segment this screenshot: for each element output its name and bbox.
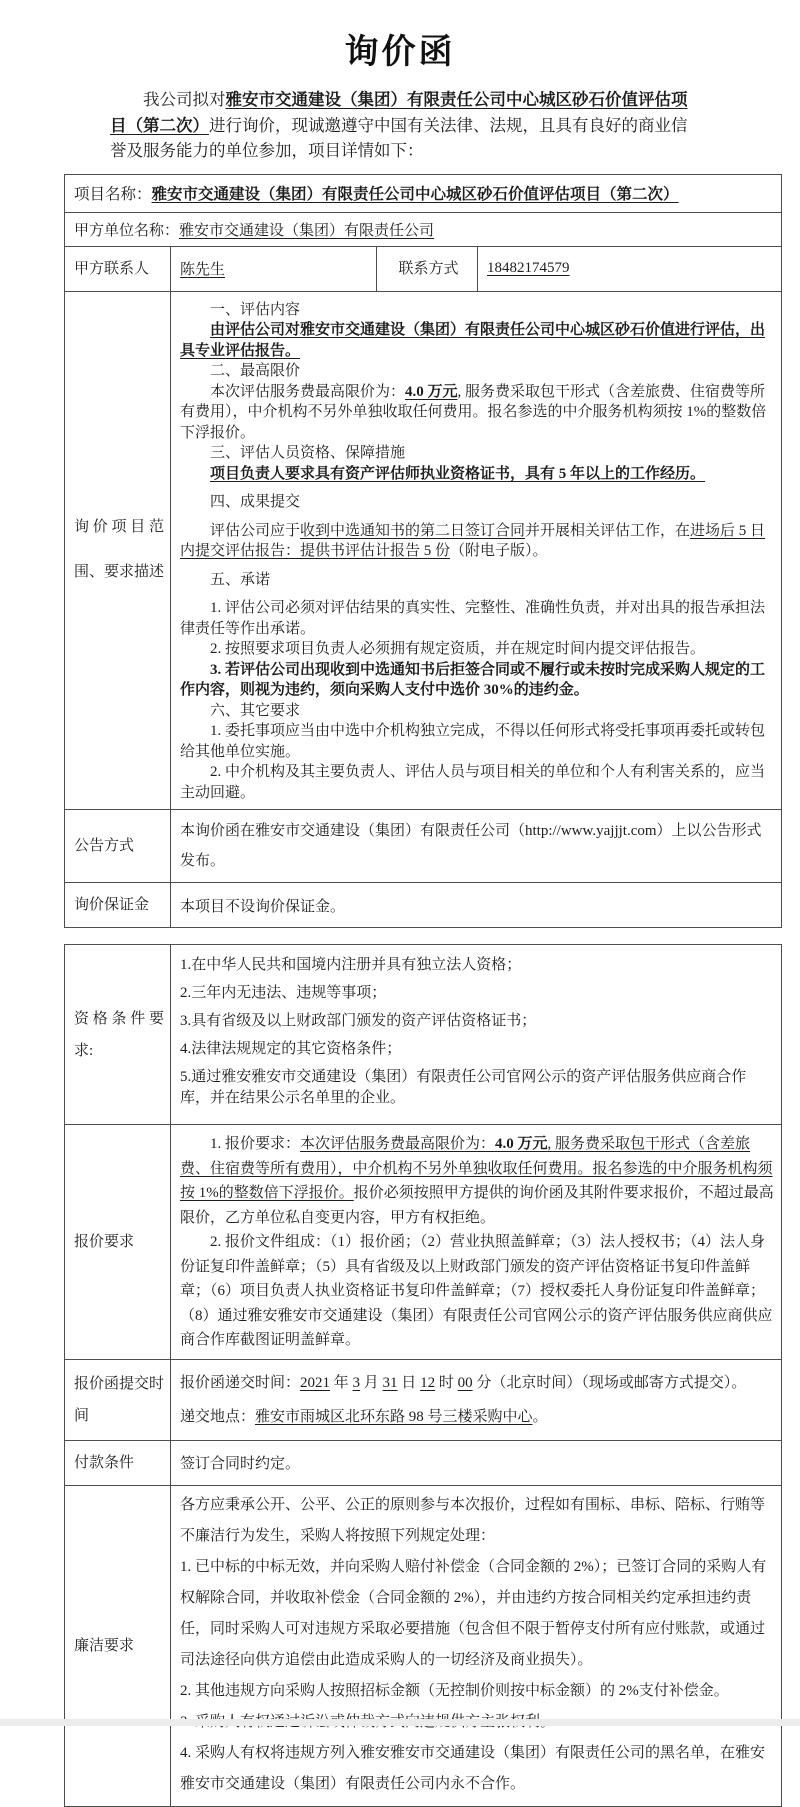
- intro-paragraph: [110, 87, 695, 164]
- contact-phone-value: [478, 247, 781, 291]
- text-run: 五、承诺: [210, 571, 271, 588]
- text-run: 甲方单位名称：: [74, 222, 180, 239]
- text-run: 。: [532, 1408, 548, 1425]
- paragraph: [180, 1490, 775, 1552]
- integrity-label: 廉洁要求: [65, 1486, 171, 1806]
- text-run: 陈先生: [180, 262, 226, 278]
- text-run: 1.在中华人民共和国境内注册并具有独立法人资格；: [180, 957, 522, 973]
- paragraph: [180, 320, 775, 361]
- integrity-content: [171, 1486, 781, 1806]
- paragraph: [180, 762, 775, 803]
- text-run: 进行询价，现诚邀遵守中国有关法律、法规，且具有良好的商业信誉及服务能力的单位参加，项目详情如下：: [110, 115, 688, 160]
- text-run: 本次评估服务费最高限价为：: [300, 1136, 496, 1152]
- paragraph: [180, 1230, 775, 1353]
- paragraph: [180, 721, 775, 762]
- deposit-label: 询价保证金: [65, 883, 171, 927]
- text-run: 我公司拟对: [143, 90, 226, 109]
- paragraph: [180, 660, 775, 701]
- text-run: 评估公司应于: [210, 522, 301, 539]
- paragraph: [180, 639, 775, 660]
- text-run: 报价函递交时间：: [180, 1374, 301, 1391]
- text-run: 由评估公司对雅安市交通建设（集团）有限责任公司中心城区砂石价值进行评估，出具专业评估报告。: [180, 322, 766, 359]
- table-row-announcement: [65, 810, 781, 883]
- text-run: 时: [435, 1374, 458, 1391]
- text-run: 12: [420, 1374, 436, 1391]
- submission-time-label-line2: 间: [74, 1407, 90, 1424]
- table-row-contact: [65, 247, 781, 292]
- paragraph: [180, 1738, 775, 1800]
- paragraph: [180, 521, 775, 562]
- text-run: 5.通过雅安雅安市交通建设（集团）有限责任公司官网公示的资产评估服务供应商合作: [180, 1069, 747, 1085]
- text-run: 分（北京时间）（现场或邮寄方式提交）。: [472, 1374, 747, 1391]
- scope-label-line2: 围、要求描述: [74, 564, 165, 581]
- paragraph: [180, 701, 775, 722]
- table-row-scope: [65, 292, 781, 811]
- table-row-integrity: [65, 1486, 781, 1806]
- paragraph: [180, 1366, 775, 1400]
- paragraph: [180, 382, 775, 444]
- scope-label-line1: 询 价 项 目 范: [74, 519, 165, 536]
- text-run: 2021: [300, 1374, 331, 1391]
- paragraph: [180, 464, 775, 485]
- text-run: 报价必须按照甲方提供的询价函及其附件要求报价，不超过最高限价，乙方单位私自变更内容，甲方有权拒绝。: [180, 1185, 774, 1226]
- text-run: 本次评估服务费最高限价为：: [210, 383, 406, 400]
- table-row-qualification: [65, 945, 781, 1125]
- text-run: 二、最高限价: [210, 363, 301, 379]
- text-run: （附电子版）。: [450, 543, 548, 559]
- text-run: 2. 中介机构及其主要负责人、评估人员与项目相关的单位和个人有利害关系的，应当主动回避。: [180, 764, 766, 801]
- text-run: 库，并在结果公示名单里的企业。: [180, 1090, 406, 1106]
- paragraph: [180, 1011, 775, 1032]
- table-row-project-name: [65, 175, 781, 213]
- announcement-content: [171, 810, 781, 882]
- page-bottom-edge: [0, 1719, 800, 1726]
- text-run: 三、评估人员资格、保障措施: [210, 445, 406, 461]
- text-run: 各方应秉承公开、公平、公正的原则参与本次报价，过程如有围标、串标、陪标、行贿等不廉洁行为发生，采购人将按照下列规定处理：: [180, 1496, 766, 1544]
- quote-requirements-label: 报价要求: [65, 1125, 171, 1359]
- text-run: 31: [382, 1374, 398, 1391]
- paragraph: [180, 1039, 775, 1060]
- text-run: , 服务费采取包干形式（含差旅费、住宿费等所有费用），中介机构不另外单独收取任何费用。报名参选的中介服务机构须按 1%的整数倍下浮报价。: [180, 383, 767, 441]
- text-run: 3.具有省级及以上财政部门颁发的资产评估资格证书；: [180, 1013, 537, 1029]
- paragraph: [180, 1067, 775, 1109]
- text-run: 项目负责人要求具有资产评估师执业资格证书，具有 5 年以上的工作经历。: [210, 465, 706, 482]
- project-name-cell: [65, 175, 781, 212]
- contact-method-label: 联系方式: [377, 247, 478, 291]
- qualification-label: [65, 945, 171, 1124]
- text-run: 并开展相关评估工作，在: [525, 522, 691, 539]
- paragraph: [180, 570, 775, 591]
- text-run: 四、成果提交: [210, 494, 301, 510]
- text-run: 00: [457, 1374, 473, 1391]
- submission-time-label: [65, 1360, 171, 1440]
- text-run: 2. 其他违规方向采购人按照招标金额（无控制价则按中标金额）的 2%支付补偿金。: [180, 1682, 729, 1699]
- text-run: 2. 报价文件组成：（1）报价函；（2）营业执照盖鲜章；（3）法人授权书；（4）法人身份证复印件盖鲜章；（5）具有省级及以上财政部门颁发的资产评估资格证书复印件盖鲜章；（6）项目负责人执业资格证书复印件盖鲜章；（7）授权委托人身份证复印件盖鲜章；（8）通过雅安雅安市交通建设（集团）有限责任公司官网公示的资产评估服务供应商供应商合作库截图证明盖鲜章。: [180, 1234, 773, 1348]
- contact-person-label: 甲方联系人: [65, 247, 171, 291]
- contact-person-value: [171, 247, 377, 291]
- deposit-content: 本项目不设询价保证金。: [180, 898, 346, 915]
- paragraph: [180, 443, 775, 464]
- project-info-table: [64, 174, 782, 929]
- text-run: 项目名称：: [74, 186, 152, 203]
- submission-time-content: [171, 1360, 781, 1440]
- text-run: 4.法律法规规定的其它资格条件；: [180, 1041, 402, 1057]
- text-run: 一、评估内容: [210, 301, 301, 318]
- table-gap: [0, 928, 800, 944]
- text-run: 1. 委托事项应当由中选中介机构独立完成，不得以任何形式将受托事项再委托或转包给其他单位实施。: [180, 723, 766, 760]
- text-run: 1. 报价要求：: [210, 1136, 301, 1152]
- text-run: 1. 评估公司必须对评估结果的真实性、完整性、准确性负责，并对出具的报告承担法律责任等作出承诺。: [180, 600, 766, 637]
- payment-terms-label: 付款条件: [65, 1441, 171, 1485]
- inquiry-letter-page: [0, 24, 800, 1807]
- text-run: 收到中选通知书的第二日签订合同: [300, 522, 526, 539]
- text-run: 递交地点：: [180, 1408, 256, 1425]
- text-run: 雅安市雨城区北环东路 98 号三楼采购中心: [255, 1408, 533, 1425]
- table-row-org-name: [65, 213, 781, 247]
- qualification-label-line1: 资 格 条 件 要: [74, 1010, 165, 1027]
- qualification-content: [171, 945, 781, 1124]
- text-run: 18482174579: [487, 260, 570, 276]
- table-row-deposit: [65, 883, 781, 927]
- text-run: 年: [330, 1374, 353, 1391]
- paragraph: [180, 300, 775, 321]
- text-run: 六、其它要求: [210, 702, 301, 719]
- table-row-submission-time: [65, 1360, 781, 1441]
- org-name-cell: [65, 213, 781, 246]
- paragraph: [180, 983, 775, 1004]
- text-run: 进场后 5 日内提交评估报告：提供书评估计报告 5 份: [180, 522, 766, 559]
- submission-time-label-line1: 报价函提交时: [74, 1375, 165, 1392]
- text-run: 本询价函在雅安市交通建设（集团）有限责任公司（http://www.yajjjt.com）上以公告形式发布。: [180, 823, 762, 869]
- text-run: 日: [397, 1374, 421, 1391]
- text-run: 雅安市交通建设（集团）有限责任公司: [179, 222, 435, 239]
- document-title: 询价函: [344, 34, 456, 71]
- paragraph: [180, 816, 775, 876]
- qualification-label-line2: 求:: [74, 1042, 94, 1059]
- text-run: 3. 若评估公司出现收到中选通知书后拒签合同或不履行或未按时完成采购人规定的工作内容，则视为违约，须向采购人支付中选价 30%的违约金。: [180, 661, 766, 698]
- table-row-quote-requirements: [65, 1125, 781, 1360]
- paragraph: [180, 492, 775, 513]
- text-run: , 服务费采取包干形式（含差旅费、住宿费等所有费用），中介机构不另外单独收取任何费用。报名参选的中介服务机构须按 1%的整数倍下浮报价。: [180, 1136, 773, 1201]
- text-run: 4. 采购人有权将违规方列入雅安雅安市交通建设（集团）有限责任公司的黑名单，在雅安雅安市交通建设（集团）有限责任公司内永不合作。: [180, 1744, 766, 1792]
- paragraph: [180, 955, 775, 976]
- text-run: 2. 按照要求项目负责人必须拥有规定资质，并在规定时间内提交评估报告。: [210, 641, 706, 657]
- scope-row-content: [171, 292, 781, 810]
- text-run: 月: [360, 1374, 383, 1391]
- requirements-table: [64, 944, 782, 1807]
- table-row-payment-terms: [65, 1441, 781, 1486]
- text-run: 4.0 万元: [405, 383, 458, 400]
- text-run: 雅安市交通建设（集团）有限责任公司中心城区砂石价值评估项目（第二次）: [151, 186, 679, 203]
- paragraph: [180, 598, 775, 639]
- paragraph: [180, 361, 775, 382]
- text-run: 3: [352, 1374, 361, 1391]
- payment-terms-content: 签订合同时约定。: [180, 1456, 301, 1472]
- paragraph: [180, 1400, 775, 1434]
- quote-requirements-content: [171, 1125, 781, 1359]
- paragraph: [180, 1552, 775, 1676]
- scope-row-label: [65, 292, 171, 810]
- text-run: 1. 已中标的中标无效，并向采购人赔付补偿金（合同金额的 2%）；已签订合同的采购人有权解除合同，并收取补偿金（合同金额的 2%），并由违约方按合同相关约定承担违约责任，同时采购人可对违规方采取必要措施（包含但不限于暂停支付所有应付账款，或通过司法途径向供方追偿由此造成采购人的一切经济及商业损失）。: [180, 1558, 767, 1668]
- text-run: 雅安市交通建设（集团）有限责任公司中心城区砂石价值评估项目（第二次）: [110, 90, 688, 135]
- text-run: 4.0 万元: [495, 1136, 548, 1152]
- text-run: 2.三年内无违法、违规等事项；: [180, 985, 387, 1001]
- announcement-label: 公告方式: [65, 810, 171, 882]
- paragraph: [180, 1132, 775, 1230]
